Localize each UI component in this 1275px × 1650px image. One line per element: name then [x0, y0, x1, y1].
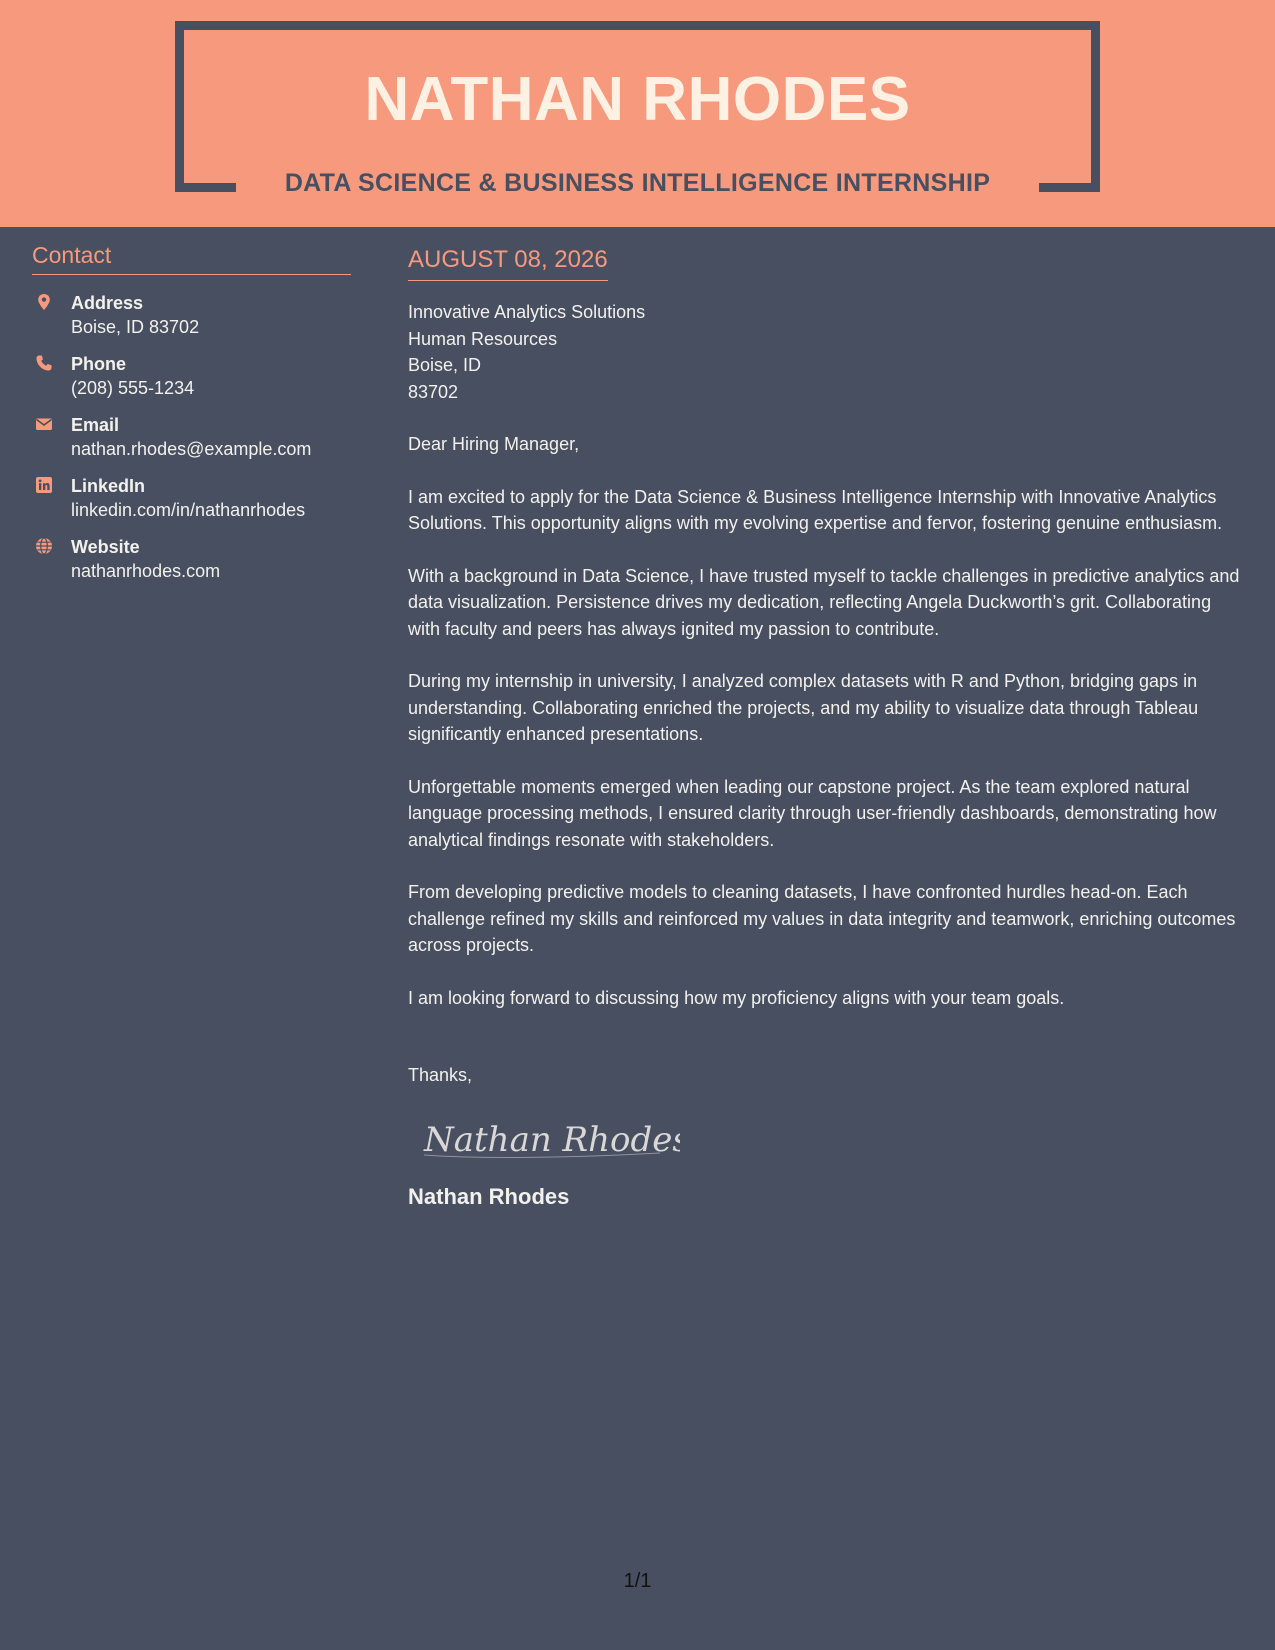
phone-icon [35, 354, 53, 372]
contact-label: LinkedIn [71, 476, 146, 496]
paragraph: Unforgettable moments emerged when leading our capstone project. As the team explored natural language processing methods, I ensured clarity through user-friendly dashboards, demonstrating how analytical findings resonate with stakeholders. [408, 776, 1217, 850]
contact-label: Phone [71, 354, 127, 374]
contact-sidebar [32, 240, 351, 583]
globe-icon [35, 537, 53, 555]
applicant-name: NATHAN RHODES [364, 65, 911, 134]
contact-linkedin [32, 474, 351, 522]
signer-name: Nathan Rhodes [408, 1183, 570, 1209]
header-banner [0, 0, 1275, 227]
contact-value: (208) 555-1234 [71, 378, 195, 398]
contact-website [32, 535, 351, 583]
linkedin-icon [35, 476, 53, 494]
recipient-block [408, 299, 1243, 405]
contact-value: Boise, ID 83702 [71, 317, 200, 337]
recipient-zip: 83702 [408, 381, 459, 402]
recipient-city: Boise, ID [408, 355, 482, 375]
contact-email [32, 413, 351, 461]
contact-address [32, 291, 351, 339]
recipient-company: Innovative Analytics Solutions [408, 302, 646, 322]
signature-image [420, 1109, 680, 1165]
envelope-icon [35, 415, 53, 433]
paragraph: During my internship in university, I analyzed complex datasets with R and Python, bridging gaps in understanding. Collaborating enriched the projects, and my ability to visualize data through Tableau significantly enhanced presentations. [408, 671, 1199, 744]
contact-label: Email [71, 415, 120, 435]
contact-label: Website [71, 537, 140, 557]
closing: Thanks, [408, 1065, 473, 1085]
page-number: 1/1 [623, 1570, 652, 1592]
salutation: Dear Hiring Manager, [408, 434, 580, 454]
contact-label: Address [71, 293, 144, 313]
contact-value: nathanrhodes.com [71, 561, 221, 581]
recipient-department: Human Resources [408, 328, 558, 349]
signature-text: Nathan Rhodes [424, 1119, 680, 1160]
paragraph: With a background in Data Science, I have trusted myself to tackle challenges in predictive analytics and data visualization. Persistence drives my dedication, reflecting Angela Duckworth’s grit. Collaborating with faculty and peers has always ignited my passion to contribute. [408, 565, 1240, 639]
paragraph: I am excited to apply for the Data Science & Business Intelligence Internship with Innovative Analytics Solutions. This opportunity aligns with my evolving expertise and fervor, fostering genuine enthusiasm. [408, 486, 1223, 533]
job-title: DATA SCIENCE & BUSINESS INTELLIGENCE INTERNSHIP [284, 169, 991, 197]
paragraph: From developing predictive models to cleaning datasets, I have confronted hurdles head-on. Each challenge refined my skills and reinforced my values in data integrity and teamwork, enriching outcomes across projects. [408, 882, 1236, 955]
contact-phone [32, 352, 351, 400]
contact-heading: Contact [32, 240, 351, 275]
map-pin-icon [35, 293, 53, 311]
contact-value: nathan.rhodes@example.com [71, 439, 312, 459]
paragraph: I am looking forward to discussing how my proficiency aligns with your team goals. [408, 987, 1065, 1008]
letter-date: AUGUST 08, 2026 [408, 244, 608, 281]
letter-body [408, 244, 1243, 1212]
contact-value: linkedin.com/in/nathanrhodes [71, 500, 306, 520]
